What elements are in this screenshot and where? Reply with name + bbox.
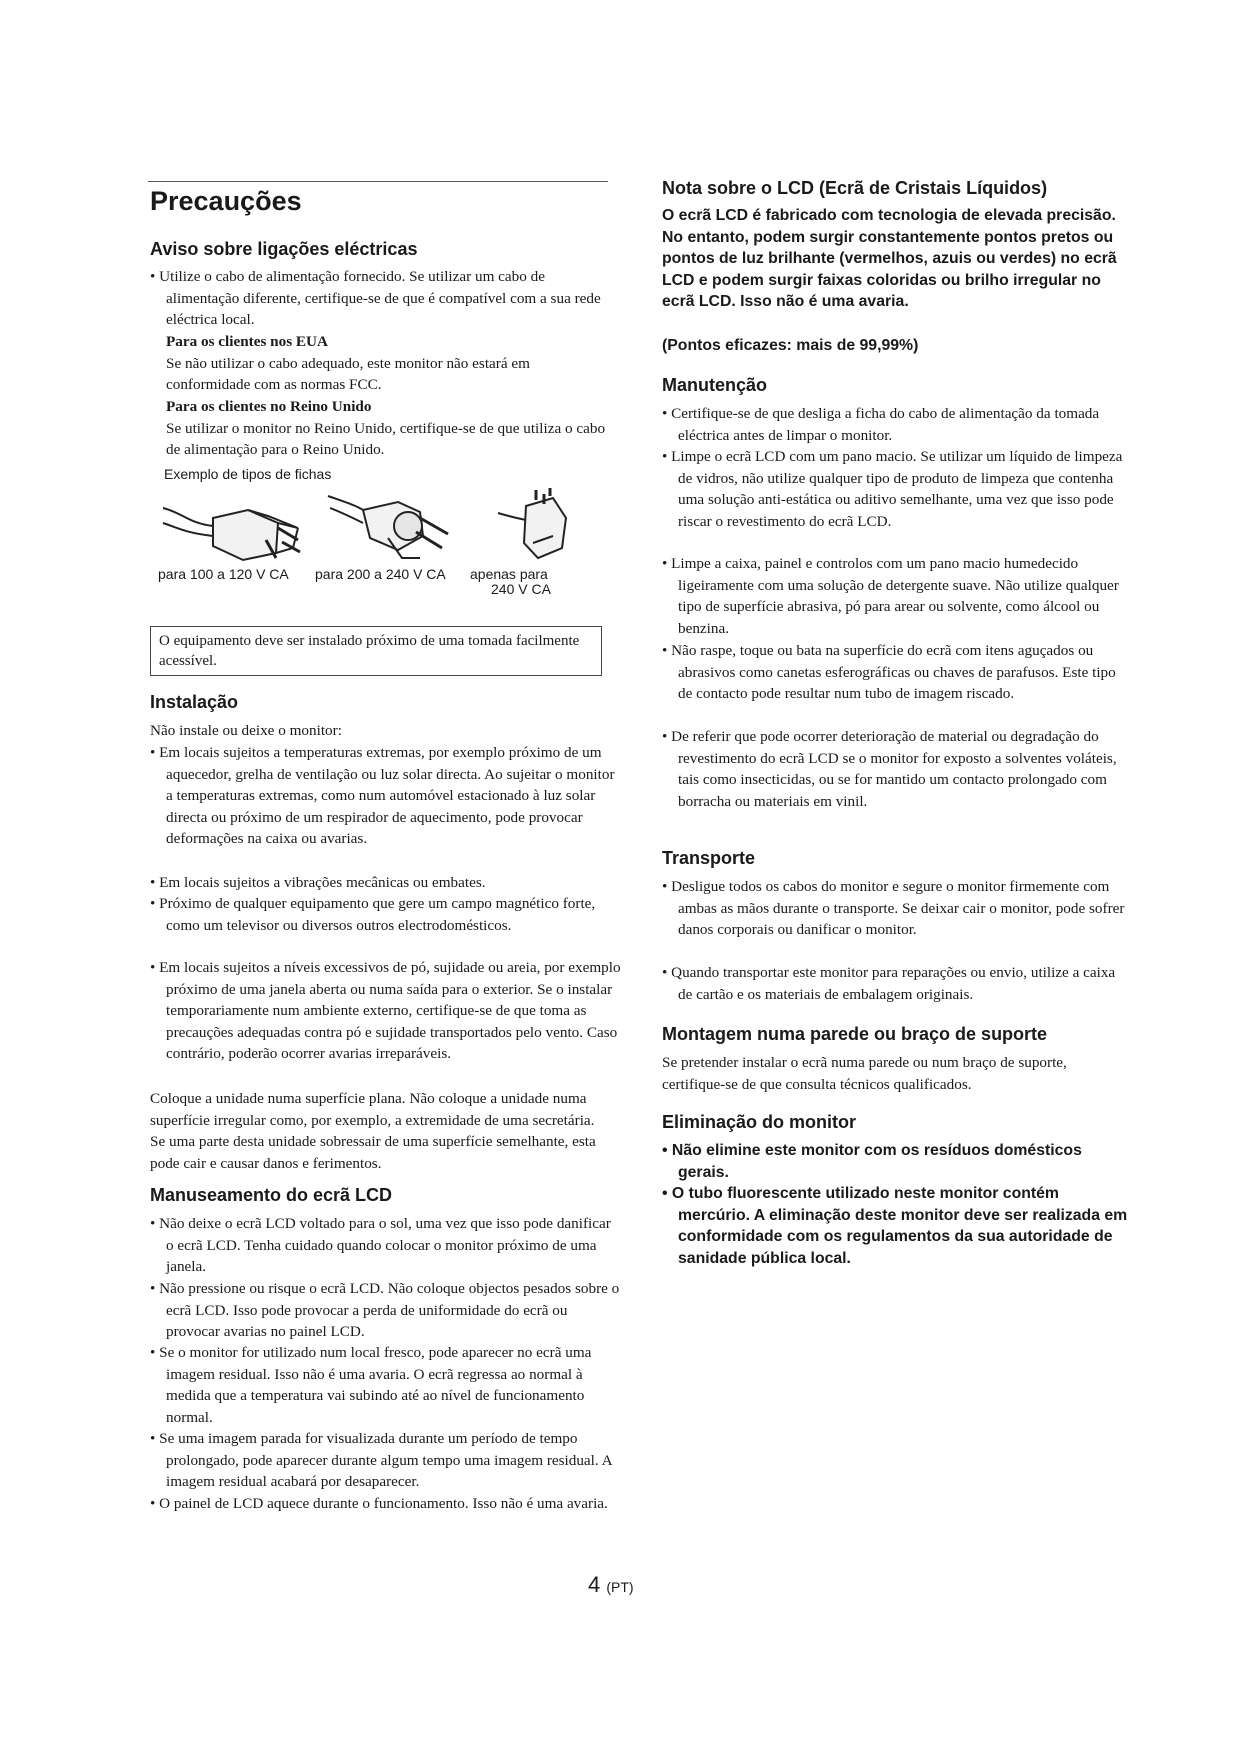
plug-title: Exemplo de tipos de fichas	[164, 466, 332, 482]
us-plug-icon	[163, 508, 300, 560]
uk-heading: Para os clientes no Reino Unido	[166, 398, 372, 415]
plug-caption-3a: apenas para	[470, 566, 548, 582]
page-number: 4 (PT)	[588, 1572, 634, 1597]
usa-heading: Para os clientes nos EUA	[166, 333, 328, 350]
page-title: Precauções	[150, 186, 302, 216]
maintenance-bullet-1: • Certifique-se de que desliga a ficha do cabo de alimentação da tomada eléctrica antes de limpar o monitor.	[662, 405, 1100, 444]
handling-bullet-4: • Se uma imagem parada for visualizada durante um período de tempo prolongado, pode aparecer durante algum tempo uma imagem residual. A imagem residual acabará por desaparecer.	[150, 1430, 612, 1491]
power-bullet: • Utilize o cabo de alimentação fornecido. Se utilizar um cabo de alimentação diferente, certifique-se de que é compatível com a sua rede eléctrica local.	[150, 268, 601, 329]
lcd-note-effective: (Pontos eficazes: mais de 99,99%)	[662, 337, 919, 354]
handling-bullet-1: • Não deixe o ecrã LCD voltado para o sol, uma vez que isso pode danificar o ecrã LCD. Tenha cuidado quando colocar o monitor próximo de uma janela.	[150, 1215, 611, 1276]
maintenance-bullet-2: • Limpe o ecrã LCD com um pano macio. Se utilizar um líquido de limpeza de vidros, não utilize qualquer tipo de produto de limpeza que contenha uma solução anti-estática ou aditivo semelhante, uma vez que isso pode riscar o revestimento do ecrã LCD.	[662, 448, 1123, 530]
transport-bullet-1: • Desligue todos os cabos do monitor e segure o monitor firmemente com ambas as mãos durante o transporte. Se deixar cair o monitor, pode sofrer danos corporais ou danificar o monitor.	[662, 878, 1125, 939]
install-intro: Não instale ou deixe o monitor:	[150, 722, 342, 739]
install-bullet-2: • Em locais sujeitos a vibrações mecânicas ou embates.	[150, 874, 486, 891]
euro-plug-icon	[328, 496, 448, 558]
plug-caption-3b: 240 V CA	[491, 581, 551, 597]
plug-illustrations	[158, 488, 578, 570]
mounting-text: Se pretender instalar o ecrã numa parede ou num braço de suporte, certifique-se de que consulta técnicos qualificados.	[662, 1054, 1067, 1093]
maintenance-bullet-4: • Não raspe, toque ou bata na superfície do ecrã com itens aguçados ou abrasivos como canetas esferográficas ou chaves de parafusos. Este tipo de contacto pode resultar num tubo de imagem riscado.	[662, 642, 1116, 703]
plug-caption-2: para 200 a 240 V CA	[315, 566, 446, 582]
notice-box: O equipamento deve ser instalado próximo de uma tomada facilmente acessível.	[150, 626, 602, 676]
mounting-heading: Montagem numa parede ou braço de suporte	[662, 1024, 1048, 1044]
disposal-bullet-2: • O tubo fluorescente utilizado neste monitor contém mercúrio. A eliminação deste monitor deve ser realizada em conformidade com os regulamentos da sua autoridade de sanidade pública local.	[662, 1185, 1128, 1267]
uk-text: Se utilizar o monitor no Reino Unido, certifique-se de que utiliza o cabo de alimentação para o Reino Unido.	[166, 419, 606, 459]
lcd-note-heading: Nota sobre o LCD (Ecrã de Cristais Líquidos)	[662, 178, 1048, 198]
install-outro: Coloque a unidade numa superfície plana. Não coloque a unidade numa superfície irregular como, por exemplo, a extremidade de uma secretária. Se uma parte desta unidade sobressair de uma superfície semelhante, esta pode cair e causar danos e ferimentos.	[150, 1090, 596, 1172]
transport-heading: Transporte	[662, 848, 756, 868]
maintenance-bullet-5: • De referir que pode ocorrer deterioração de material ou degradação do revestimento do ecrã LCD se o monitor for exposto a solventes voláteis, tais como insecticidas, ou se for mantido um contacto prolongado com borracha ou materiais em vinil.	[662, 728, 1117, 810]
handling-heading: Manuseamento do ecrã LCD	[150, 1185, 393, 1205]
uk-plug-icon	[498, 488, 566, 558]
transport-bullet-2: • Quando transportar este monitor para reparações ou envio, utilize a caixa de cartão e os materiais de embalagem originais.	[662, 964, 1116, 1003]
handling-bullet-3: • Se o monitor for utilizado num local fresco, pode aparecer no ecrã uma imagem residual. Isso não é uma avaria. O ecrã regressa ao normal à medida que a temperatura vai subindo até ao nível de funcionamento normal.	[150, 1344, 592, 1426]
install-heading: Instalação	[150, 692, 239, 712]
install-bullet-4: • Em locais sujeitos a níveis excessivos de pó, sujidade ou areia, por exemplo próximo de uma janela aberta ou numa saída para o exterior. Se o instalar temporariamente num ambiente externo, certifique-se de que toma as precauções adequadas contra pó e sujidade transportados pelo vento. Caso contrário, poderão ocorrer avarias irreparáveis.	[150, 959, 621, 1063]
disposal-bullet-1: • Não elimine este monitor com os resíduos domésticos gerais.	[662, 1142, 1082, 1181]
uk-block	[166, 396, 606, 461]
maintenance-bullet-3: • Limpe a caixa, painel e controlos com um pano macio humedecido ligeiramente com uma solução de detergente suave. Não utilize qualquer tipo de superfície abrasiva, pó para arear ou solvente, como álcool ou benzina.	[662, 555, 1119, 637]
handling-bullet-2: • Não pressione ou risque o ecrã LCD. Não coloque objectos pesados sobre o ecrã LCD. Isso pode provocar a perda de uniformidade do ecrã ou provocar avarias no painel LCD.	[150, 1280, 620, 1341]
plug-caption-1: para 100 a 120 V CA	[158, 566, 289, 582]
handling-bullet-5: • O painel de LCD aquece durante o funcionamento. Isso não é uma avaria.	[150, 1495, 608, 1512]
usa-text: Se não utilizar o cabo adequado, este monitor não estará em conformidade com as normas FCC.	[166, 354, 530, 394]
maintenance-heading: Manutenção	[662, 375, 768, 395]
lcd-note-text: O ecrã LCD é fabricado com tecnologia de elevada precisão. No entanto, podem surgir constantemente pontos pretos ou pontos de luz brilhante (vermelhos, azuis ou verdes) no ecrã LCD e podem surgir faixas coloridas ou brilho irregular no ecrã LCD. Isso não é uma avaria.	[662, 207, 1117, 311]
usa-block	[166, 331, 606, 396]
power-heading: Aviso sobre ligações eléctricas	[150, 239, 418, 259]
disposal-heading: Eliminação do monitor	[662, 1112, 857, 1132]
title-rule	[148, 181, 608, 182]
install-bullet-3: • Próximo de qualquer equipamento que gere um campo magnético forte, como um televisor ou diversos outros electrodomésticos.	[150, 895, 596, 934]
install-bullet-1: • Em locais sujeitos a temperaturas extremas, por exemplo próximo de um aquecedor, grelha de ventilação ou luz solar directa. Ao sujeitar o monitor a temperaturas extremas, como num automóvel estacionado à luz solar directa ou próximo de um respirador de aquecimento, pode provocar deformações na caixa ou avarias.	[150, 744, 615, 848]
